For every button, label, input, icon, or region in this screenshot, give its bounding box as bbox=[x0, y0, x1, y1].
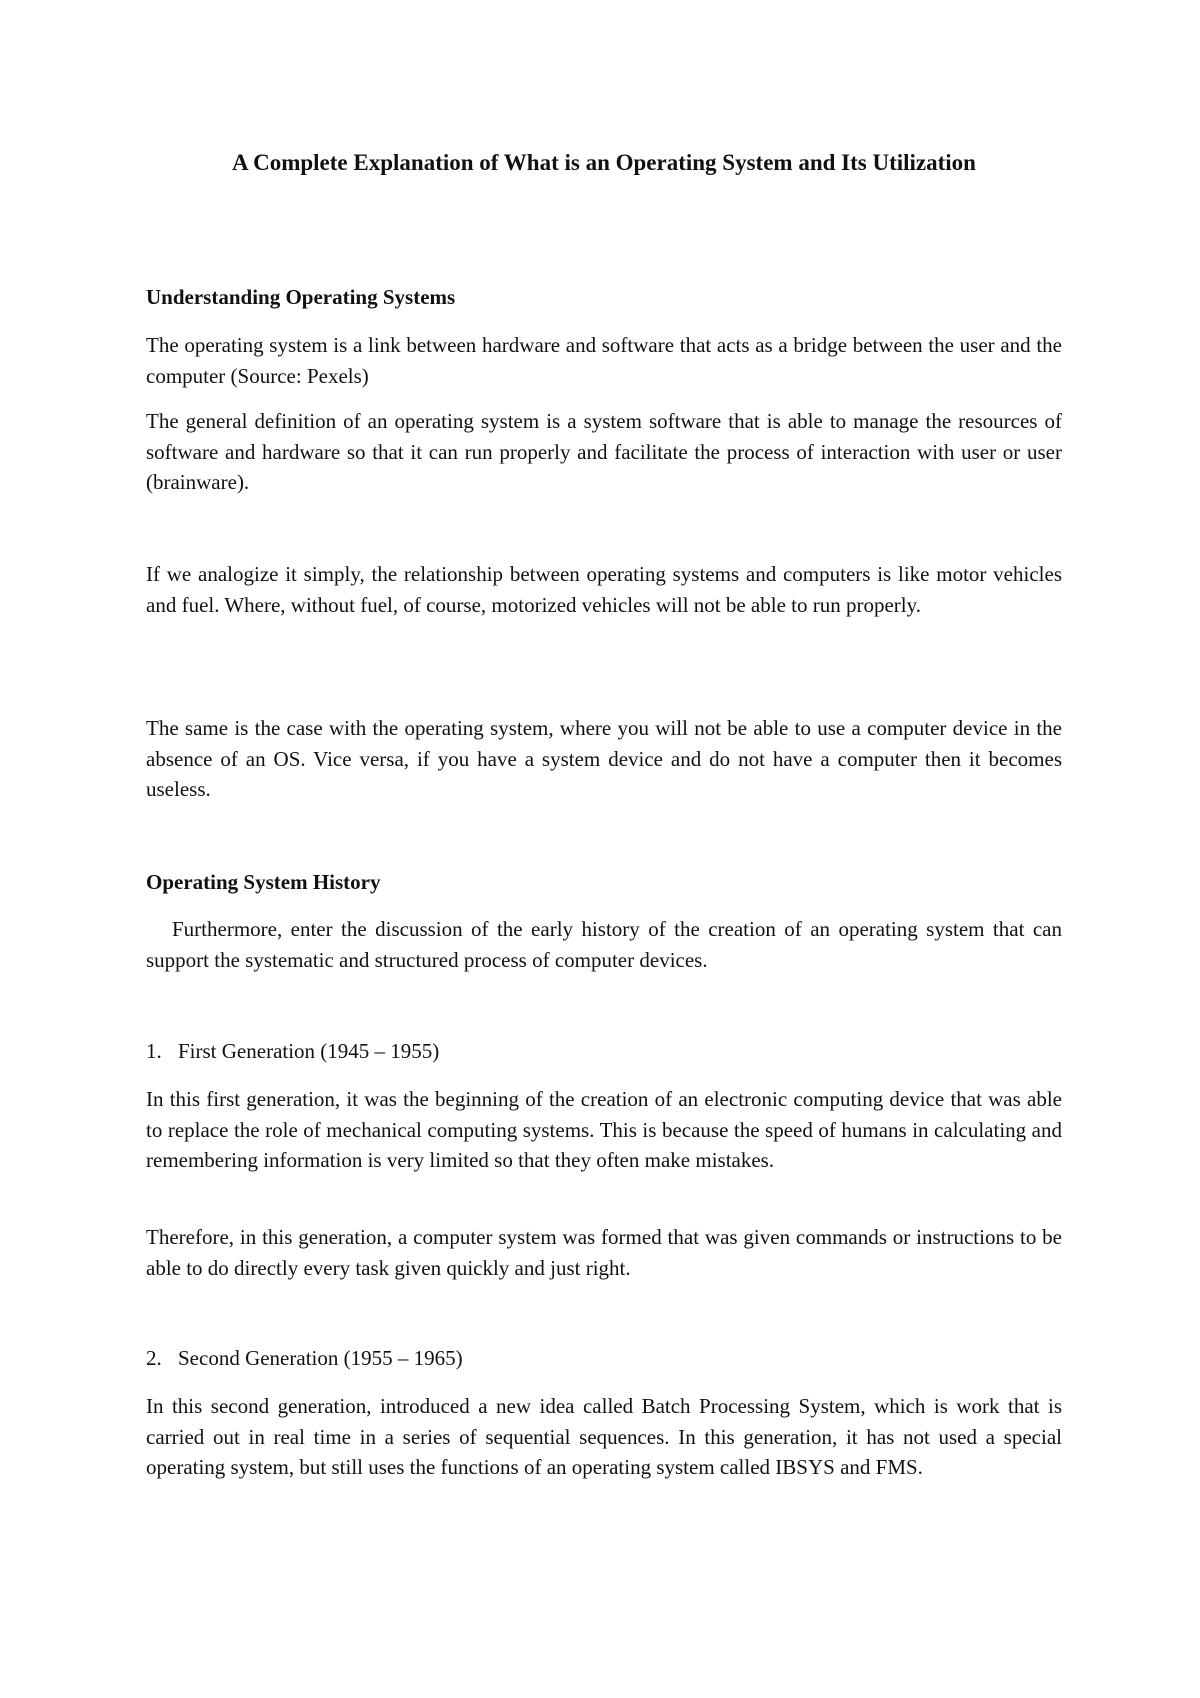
paragraph-same-case: The same is the case with the operating system, where you will not be able to use a computer device in the absence of an OS. Vice versa, if you have a system device and do not have a computer then it becomes useless. bbox=[146, 716, 1062, 801]
document-title: A Complete Explanation of What is an Operating System and Its Utilization bbox=[232, 150, 976, 175]
paragraph-second-generation-1: In this second generation, introduced a new idea called Batch Processing System, which is work that is carried out in real time in a series of sequential sequences. In this generation, it has not used a special operating system, but still uses the functions of an operating system called IBSYS and FMS. bbox=[146, 1394, 1062, 1479]
paragraph-general-definition: The general definition of an operating system is a system software that is able to manage the resources of software and hardware so that it can run properly and facilitate the process of interaction with user or user (brainware). bbox=[146, 409, 1062, 494]
list-item-label: Second Generation (1955 – 1965) bbox=[178, 1346, 463, 1370]
list-item-label: First Generation (1945 – 1955) bbox=[178, 1039, 440, 1063]
list-item-first-generation bbox=[146, 1036, 1062, 1066]
list-number: 2. bbox=[146, 1346, 162, 1370]
list-number: 1. bbox=[146, 1039, 162, 1063]
paragraph-analogy: If we analogize it simply, the relationship between operating systems and computers is like motor vehicles and fuel. Where, without fuel, of course, motorized vehicles will not be able to run properly. bbox=[146, 562, 1062, 617]
section-heading-understanding: Understanding Operating Systems bbox=[146, 285, 456, 309]
section-heading-history: Operating System History bbox=[146, 870, 381, 894]
list-item-second-generation bbox=[146, 1343, 1062, 1373]
paragraph-first-generation-2: Therefore, in this generation, a computer system was formed that was given commands or instructions to be able to do directly every task given quickly and just right. bbox=[146, 1225, 1062, 1280]
paragraph-history-intro: Furthermore, enter the discussion of the early history of the creation of an operating system that can support the systematic and structured process of computer devices. bbox=[146, 917, 1062, 972]
paragraph-first-generation-1: In this first generation, it was the beginning of the creation of an electronic computing device that was able to replace the role of mechanical computing systems. This is because the speed of humans in calculating and remembering information is very limited so that they often make mistakes. bbox=[146, 1087, 1062, 1172]
paragraph-os-link: The operating system is a link between hardware and software that acts as a bridge between the user and the computer (Source: Pexels) bbox=[146, 333, 1062, 388]
